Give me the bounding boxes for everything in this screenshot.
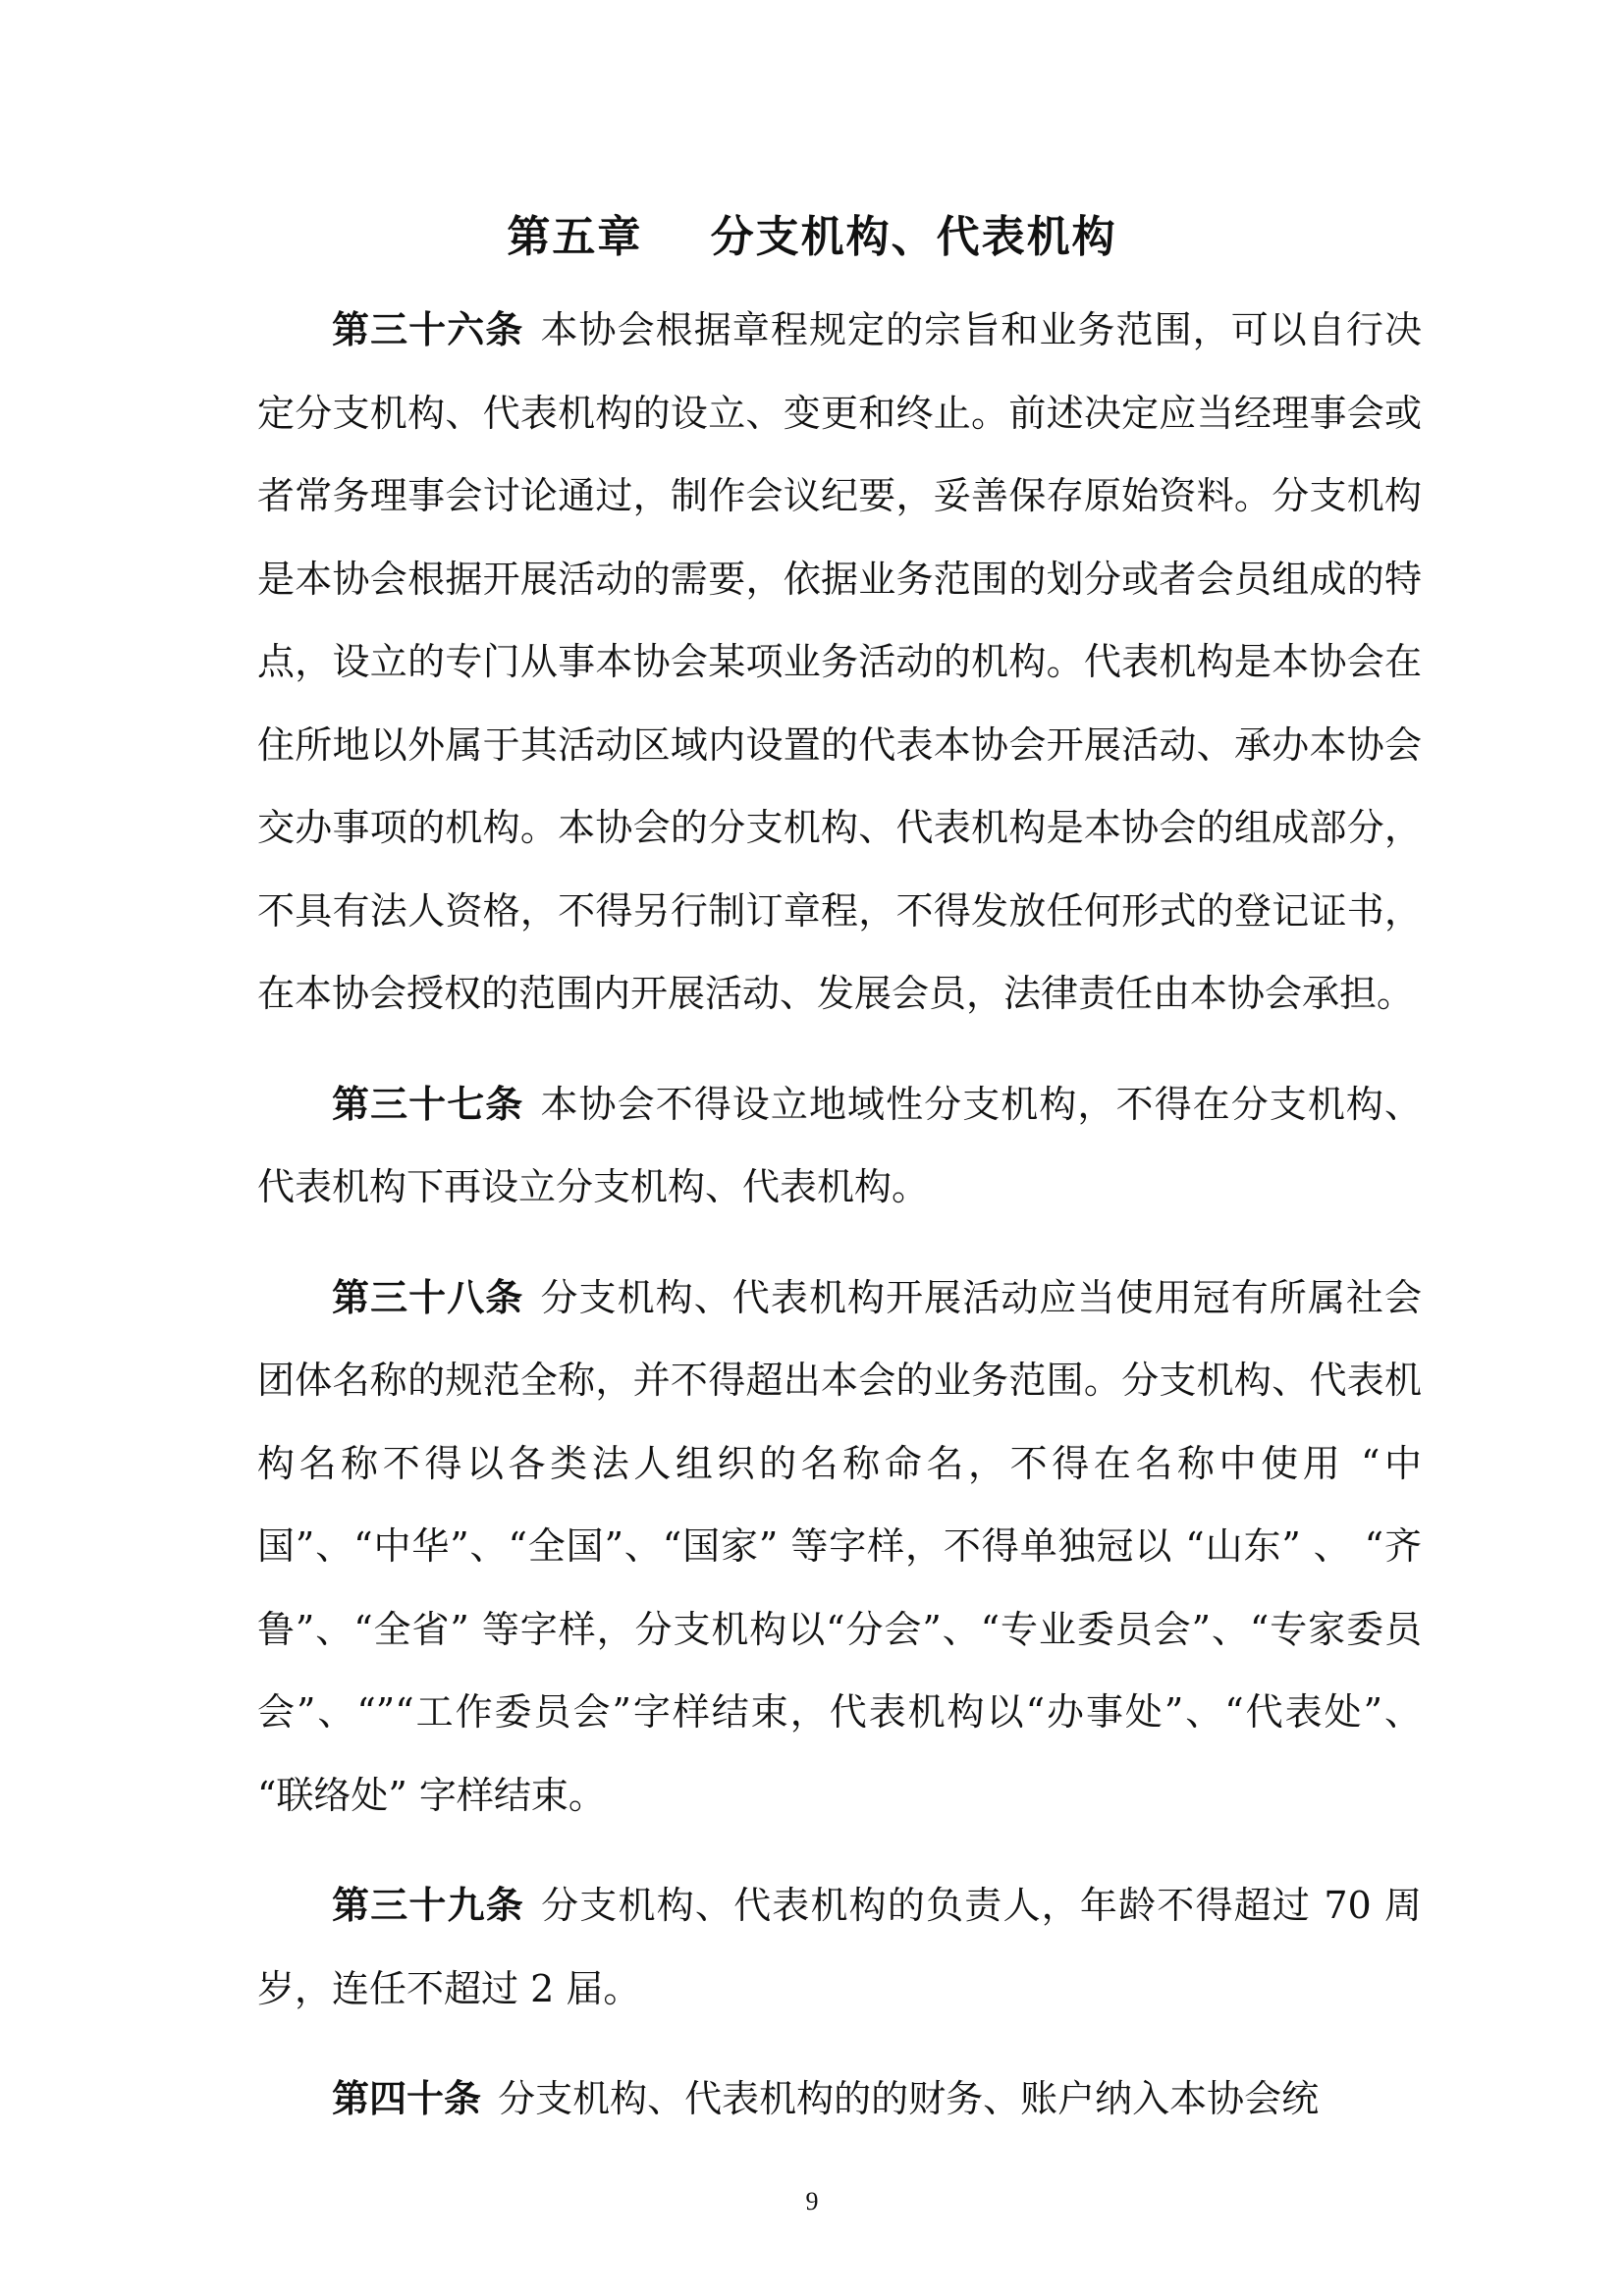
article-text: 分支机构、代表机构的的财务、账户纳入本协会统: [498, 2077, 1320, 2120]
article-39: [257, 1864, 1422, 2030]
article-text: 本协会不得设立地域性分支机构，不得在分支机构、代表机构下再设立分支机构、代表机构。: [257, 1082, 1422, 1208]
article-40: [257, 2057, 1422, 2141]
article-text: 本协会根据章程规定的宗旨和业务范围，可以自行决定分支机构、代表机构的设立、变更和终止。前述决定应当经理事会或者常务理事会讨论通过，制作会议纪要，妥善保存原始资料。分支机构是本协会根据开展活动的需要，依据业务范围的划分或者会员组成的特点，设立的专门从事本协会某项业务活动的机构。代表机构是本协会在住所地以外属于其活动区域内设置的代表本协会开展活动、承办本协会交办事项的机构。本协会的分支机构、代表机构是本协会的组成部分，不具有法人资格，不得另行制订章程，不得发放任何形式的登记证书，在本协会授权的范围内开展活动、发展会员，法律责任由本协会承担。: [257, 308, 1422, 1015]
document-body: [257, 289, 1422, 2141]
article-37: [257, 1063, 1422, 1229]
article-number: 第三十九条: [332, 1884, 524, 1927]
article-number: 第三十七条: [332, 1082, 524, 1126]
chapter-title: 第五章 分支机构、代表机构: [507, 212, 1117, 262]
article-38: [257, 1256, 1422, 1838]
article-text: 分支机构、代表机构的负责人，年龄不得超过 70 周岁，连任不超过 2 届。: [257, 1884, 1422, 2010]
article-text: 分支机构、代表机构开展活动应当使用冠有所属社会团体名称的规范全称，并不得超出本会的业务范围。分支机构、代表机构名称不得以各类法人组织的名称命名，不得在名称中使用 “中国”、“中华”、“全国”、“国家” 等字样，不得单独冠以 “山东” 、 “齐鲁”、“全省” 等字样，分支机构以“分会”、“专业委员会”、“专家委员会”、“”“工作委员会”字样结束，代表机构以“办事处”、“代表处”、 “联络处” 字样结束。: [257, 1275, 1422, 1817]
article-number: 第四十条: [332, 2077, 482, 2120]
page-number: 9: [805, 2187, 819, 2216]
article-number: 第三十八条: [332, 1275, 524, 1319]
article-number: 第三十六条: [332, 308, 524, 351]
article-36: [257, 289, 1422, 1036]
